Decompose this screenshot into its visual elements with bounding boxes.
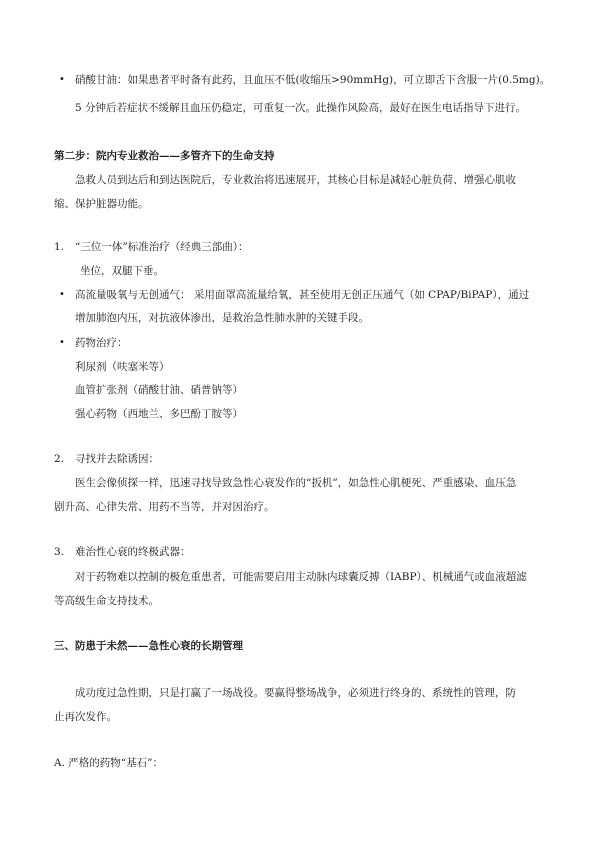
item3-line-2: 等高级生命支持技术。 (54, 595, 159, 607)
drug-diuretic: 利尿剂（呋塞米等） (75, 361, 170, 373)
step2-paragraph-line-2: 缩、保护脏器功能。 (54, 198, 149, 210)
item3-line-1: 对于药物难以控制的极危重患者，可能需要启用主动脉内球囊反搏（IABP）、机械通气或血液超滤 (75, 571, 527, 583)
oxygen-line-1: 高流量吸氧与无创通气： 采用面罩高流量给氧，甚至使用无创正压通气（如 CPAP/BiPAP），通过 (75, 289, 530, 301)
step2-heading: 第二步：院内专业救治——多管齐下的生命支持 (54, 150, 275, 162)
item2-line-2: 剧升高、心律失常、用药不当等，并对因治疗。 (54, 501, 275, 513)
drug-therapy-title: 药物治疗： (75, 337, 128, 349)
item1-number: 1. (54, 241, 65, 253)
bullet-dot: • (59, 337, 65, 348)
oxygen-line-2: 增加肺泡内压，对抗液体渗出，是救治急性肺水肿的关键手段。 (75, 312, 369, 324)
item2-number: 2. (54, 453, 65, 465)
item3-title: 难治性心衰的终极武器： (75, 546, 191, 558)
nitroglycerin-line-2: 5 分钟后若症状不缓解且血压仍稳定，可重复一次。此操作风险高，最好在医生电话指导下进行。 (75, 102, 527, 114)
item2-title: 寻找并去除诱因： (75, 453, 159, 465)
drug-vasodilator: 血管扩张剂（硝酸甘油、硝普钠等） (75, 384, 243, 396)
drug-inotrope: 强心药物（西地兰、多巴酚丁胺等） (75, 408, 243, 420)
step2-paragraph-line-1: 急救人员到达后和到达医院后，专业救治将迅速展开，其核心目标是减轻心脏负荷、增强心肌收 (75, 174, 516, 186)
item3-number: 3. (54, 546, 65, 558)
bullet-dot: • (59, 74, 65, 85)
section3-paragraph-line-2: 止再次发作。 (54, 711, 117, 723)
item1-sub-sitting: 坐位，双腿下垂。 (80, 265, 164, 277)
subsection-a-title: A. 严格的药物“基石”： (54, 757, 163, 769)
item1-title: “三位一体”标准治疗（经典三部曲）： (75, 241, 249, 253)
item2-line-1: 医生会像侦探一样，迅速寻找导致急性心衰发作的“扳机”，如急性心肌梗死、严重感染、血压急 (75, 477, 517, 489)
section3-paragraph-line-1: 成功度过急性期，只是打赢了一场战役。要赢得整场战争，必须进行终身的、系统性的管理，防 (75, 687, 516, 699)
nitroglycerin-line-1: 硝酸甘油：如果患者平时备有此药，且血压不低(收缩压>90mmHg)，可立即舌下含服一片(0.5mg)。 (75, 74, 551, 86)
bullet-dot: • (59, 289, 65, 300)
section3-heading: 三、防患于未然——急性心衰的长期管理 (54, 640, 243, 652)
